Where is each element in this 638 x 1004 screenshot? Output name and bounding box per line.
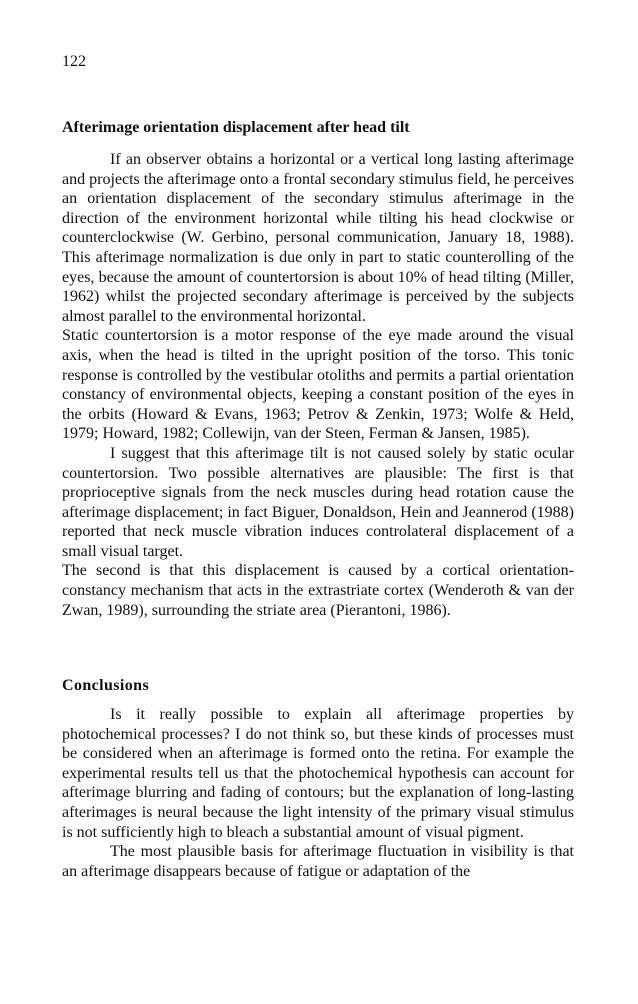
paragraph: If an observer obtains a horizontal or a vertical long lasting afterimage and projects the afterimage onto a frontal secondary stimulus field, he perceives an orientation displacement of the secondary stimulus afterimage in the direction of the environment horizontal while tilting his head clockwise or counterclockwise (W. Gerbino, personal communication, January 18, 1988). This afterimage normalization is due only in part to static counterolling of the eyes, because the amount of countertorsion is about 10% of head tilting (Miller, 1962) whilst the projected secondary afterimage is perceived by the subjects almost parallel to the environmental horizontal.	[62, 151, 574, 325]
section-body-afterimage-orientation	[62, 150, 574, 620]
section-body-conclusions	[62, 705, 574, 881]
paragraph: The second is that this displacement is caused by a cortical orientation-constancy mechanism that acts in the extrastriate cortex (Wenderoth & van der Zwan, 1989), surrounding the striate area (Pierantoni, 1986).	[62, 562, 574, 619]
paragraph: Is it really possible to explain all afterimage properties by photochemical processes? I do not think so, but these kinds of processes must be considered when an afterimage is formed onto the retina. For example the experimental results tell us that the photochemical hypothesis can account for afterimage blurring and fading of contours; but the explanation of long-lasting afterimages is neural because the light intensity of the primary visual stimulus is not sufficiently high to bleach a substantial amount of visual pigment.	[62, 706, 574, 841]
section-heading-afterimage-orientation: Afterimage orientation displacement after head tilt	[62, 119, 410, 136]
page-number: 122	[62, 53, 86, 70]
section-heading-conclusions: Conclusions	[62, 677, 150, 694]
paragraph: Static countertorsion is a motor response of the eye made around the visual axis, when the head is tilted in the upright position of the torso. This tonic response is controlled by the vestibular otoliths and permits a partial orientation constancy of environmental objects, keeping a constant position of the eyes in the orbits (Howard & Evans, 1963; Petrov & Zenkin, 1973; Wolfe & Held, 1979; Howard, 1982; Collewijn, van der Steen, Ferman & Jansen, 1985).	[62, 327, 574, 443]
paragraph: I suggest that this afterimage tilt is not caused solely by static ocular countertorsion. Two possible alternatives are plausible: The first is that proprioceptive signals from the neck muscles during head rotation cause the afterimage displacement; in fact Biguer, Donaldson, Hein and Jeannerod (1988) reported that neck muscle vibration induces controlateral displacement of a small visual target.	[62, 444, 574, 560]
paragraph: The most plausible basis for afterimage fluctuation in visibility is that an afterimage disappears because of fatigue or adaptation of the	[62, 843, 574, 880]
